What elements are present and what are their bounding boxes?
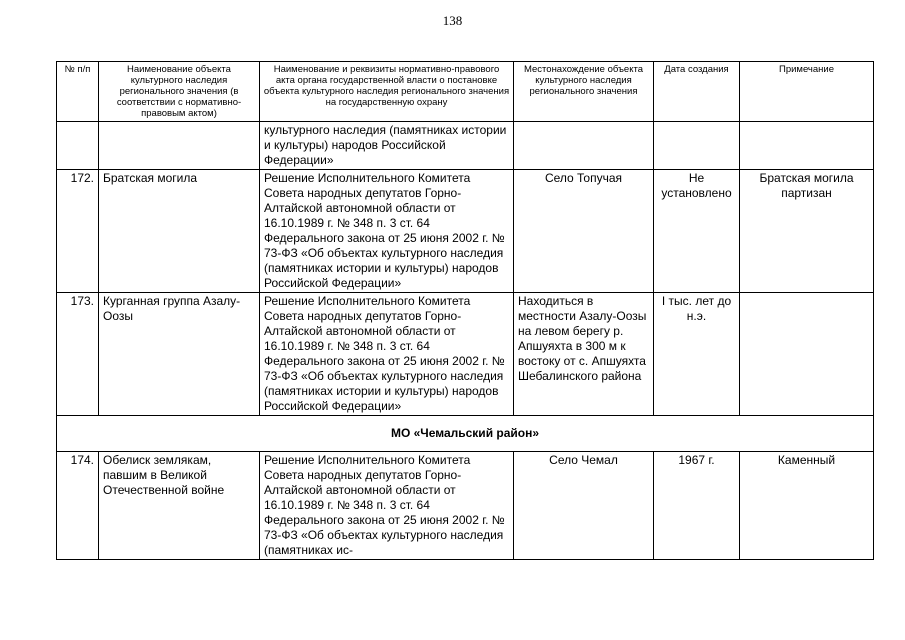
header-location: Местонахождение объекта культурного наследия регионального значения <box>514 62 654 122</box>
row-note: Каменный <box>740 452 874 560</box>
continuation-text: культурного наследия (памятниках истории и культуры) народов Российской Федерации» <box>260 122 514 170</box>
table-header-row <box>57 62 874 122</box>
row-note: Братская могила партизан <box>740 170 874 293</box>
section-row <box>57 416 874 452</box>
row-name: Обелиск землякам, павшим в Великой Отечественной войне <box>99 452 260 560</box>
row-act: Решение Исполнительного Комитета Совета народных депутатов Горно-Алтайской автономной области от 16.10.1989 г. № 348 п. 3 ст. 64 Федерального закона от 25 июня 2002 г. № 73-ФЗ «Об объектах культурного наследия (памятниках истории и культуры) народов Российской Федерации» <box>260 293 514 416</box>
page-number: 138 <box>442 13 463 28</box>
header-date: Дата создания <box>654 62 740 122</box>
header-note: Примечание <box>740 62 874 122</box>
header-num: № п/п <box>57 62 99 122</box>
row-num: 172. <box>57 170 99 293</box>
row-location: Находиться в местности Азалу-Оозы на левом берегу р. Апшуяхта в 300 м к востоку от с. Апшуяхта Шебалинского района <box>514 293 654 416</box>
header-name: Наименование объекта культурного наследия регионального значения (в соответствии с нормативно-правовым актом) <box>99 62 260 122</box>
row-date: Не установлено <box>654 170 740 293</box>
row-note <box>740 293 874 416</box>
row-name: Курганная группа Азалу-Оозы <box>99 293 260 416</box>
row-act: Решение Исполнительного Комитета Совета народных депутатов Горно-Алтайской автономной области от 16.10.1989 г. № 348 п. 3 ст. 64 Федерального закона от 25 июня 2002 г. № 73-ФЗ «Об объектах культурного наследия (памятниках истории и культуры) народов Российской Федерации» <box>260 170 514 293</box>
section-title: МО «Чемальский район» <box>57 416 874 452</box>
table-row <box>57 452 874 560</box>
row-num: 173. <box>57 293 99 416</box>
row-num: 174. <box>57 452 99 560</box>
row-location: Село Топучая <box>514 170 654 293</box>
row-date: 1967 г. <box>654 452 740 560</box>
row-name: Братская могила <box>99 170 260 293</box>
header-act: Наименование и реквизиты нормативно-правового акта органа государственной власти о постановке объекта культурного наследия регионального значения на государственную охрану <box>260 62 514 122</box>
heritage-table <box>56 61 874 560</box>
row-act: Решение Исполнительного Комитета Совета народных депутатов Горно-Алтайской автономной области от 16.10.1989 г. № 348 п. 3 ст. 64 Федерального закона от 25 июня 2002 г. № 73-ФЗ «Об объектах культурного наследия (памятниках ис- <box>260 452 514 560</box>
table-row <box>57 170 874 293</box>
row-date: I тыс. лет до н.э. <box>654 293 740 416</box>
continuation-row <box>57 122 874 170</box>
table-row <box>57 293 874 416</box>
row-location: Село Чемал <box>514 452 654 560</box>
